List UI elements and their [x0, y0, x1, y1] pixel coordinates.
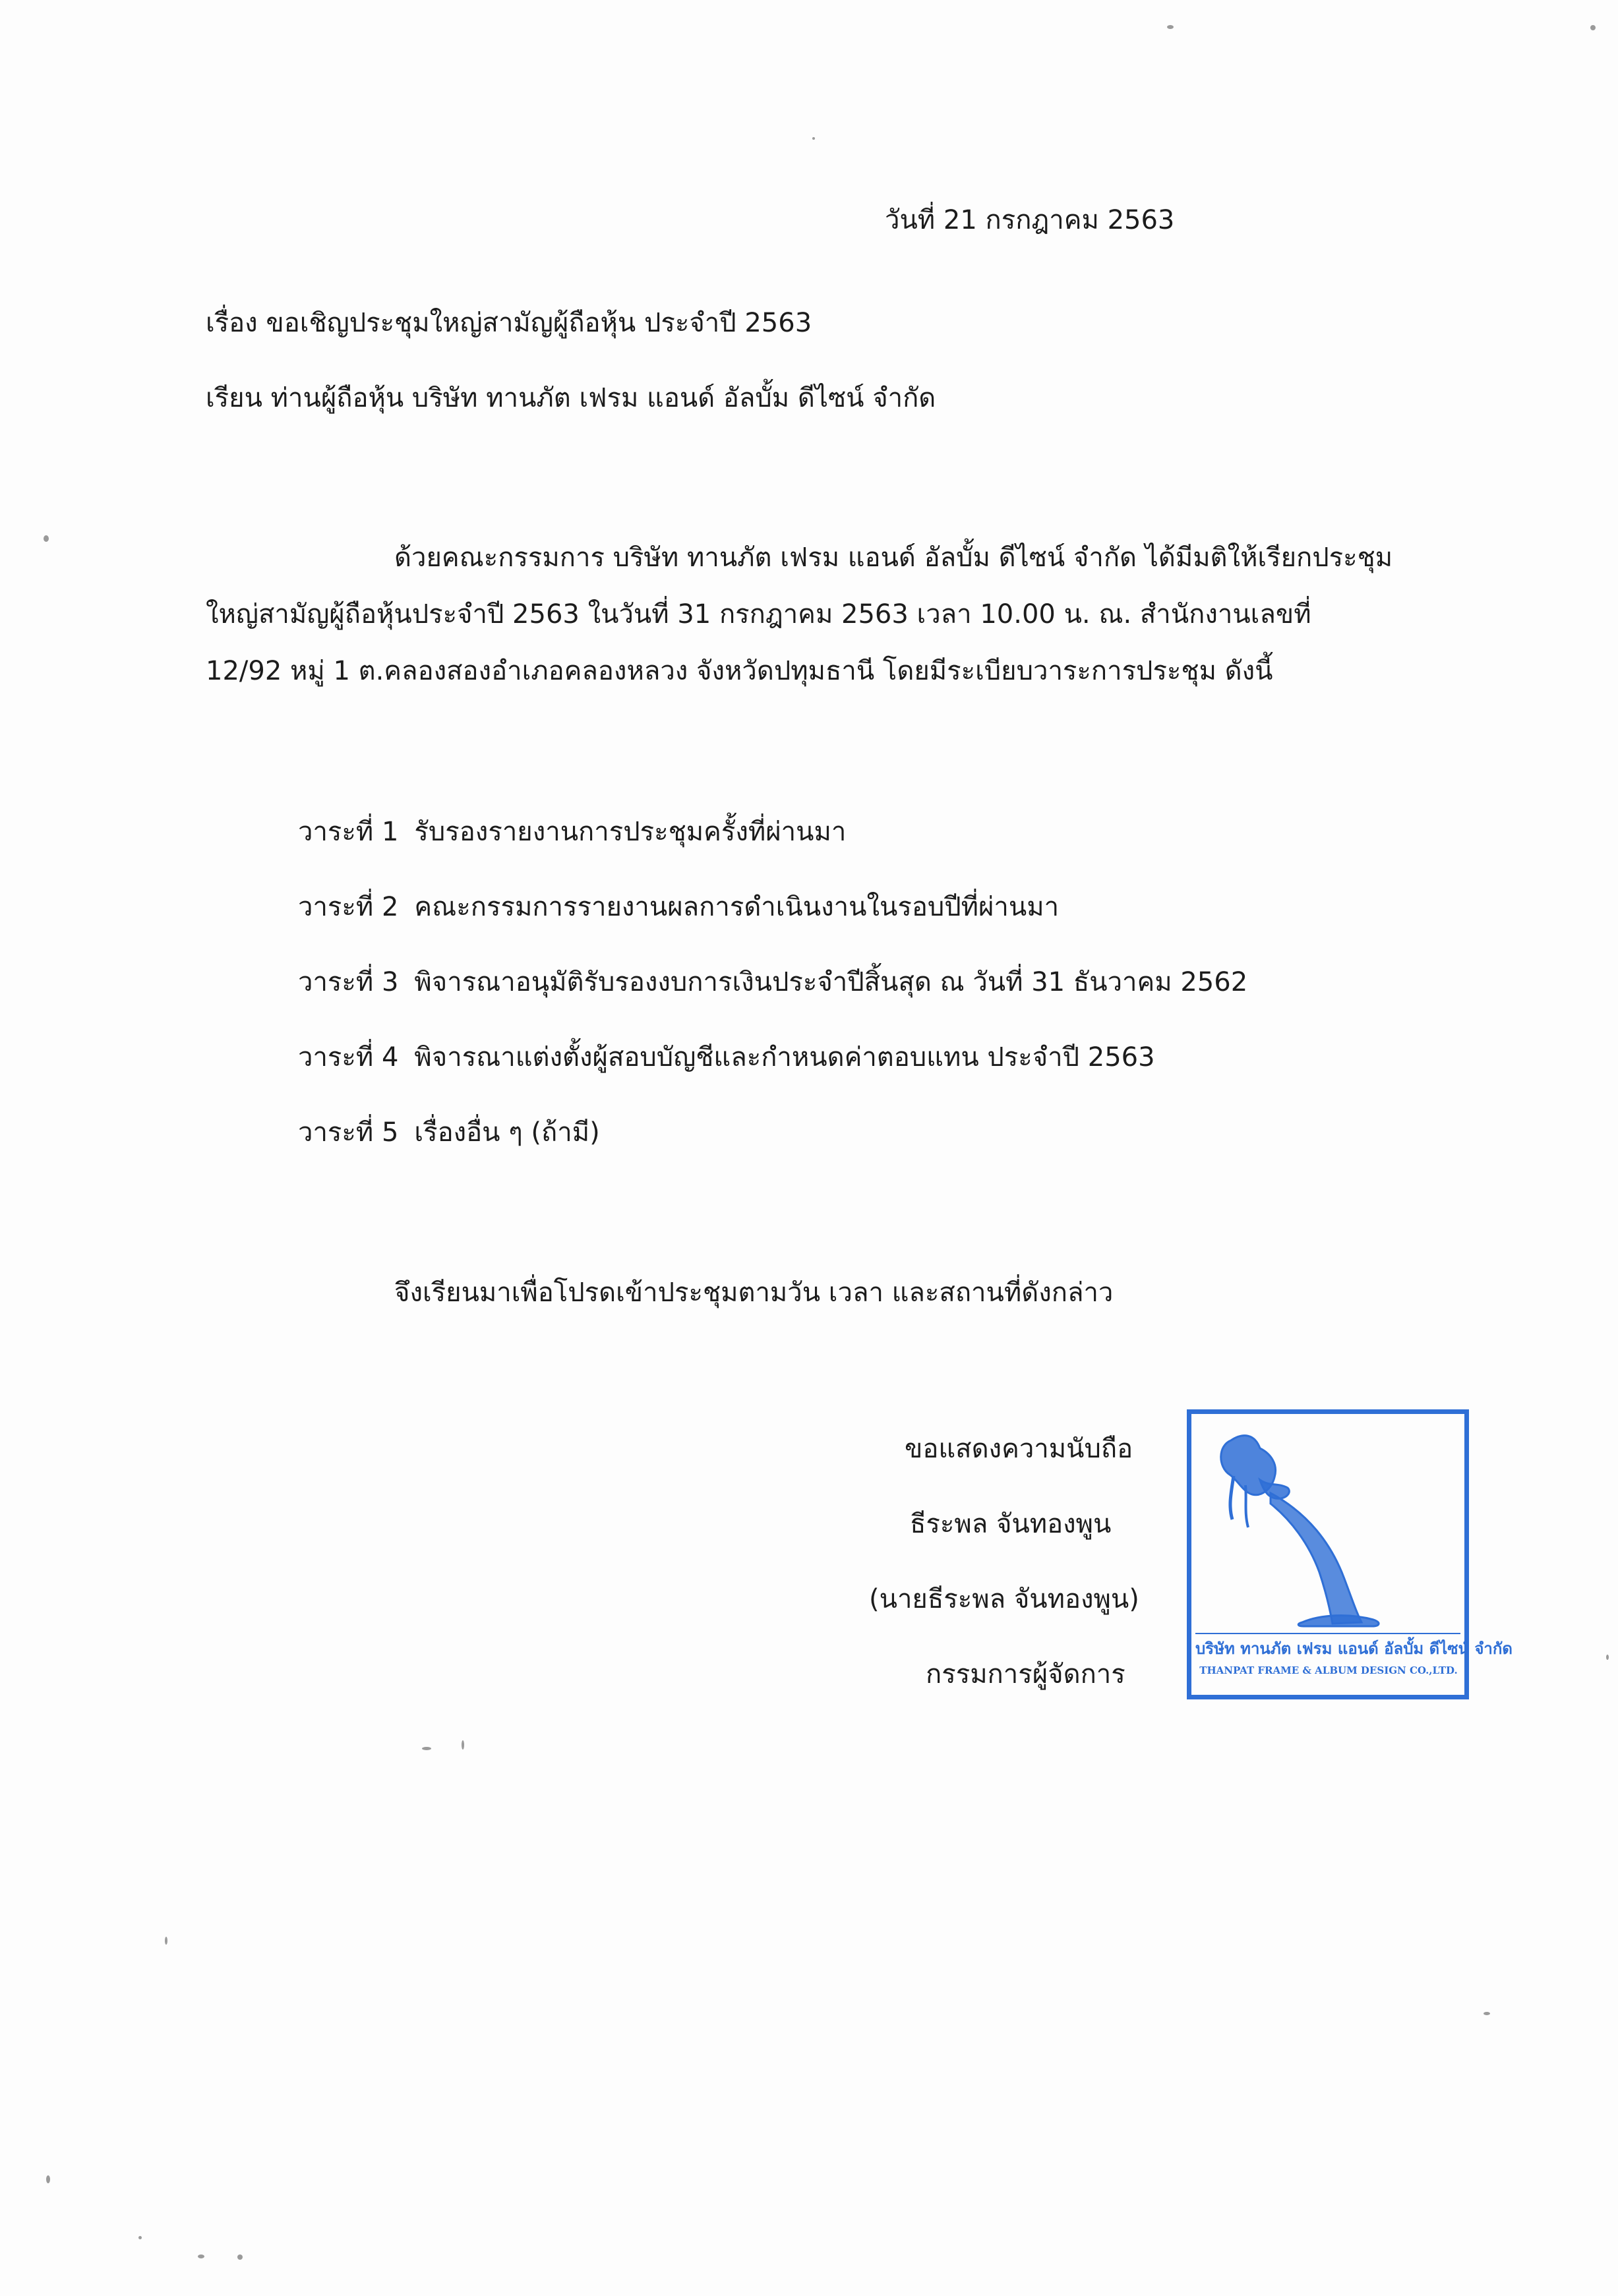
agenda-item: [298, 1040, 1155, 1074]
agenda-text: พิจารณาอนุมัติรับรองงบการเงินประจำปีสิ้นสุด ณ วันที่ 31 ธันวาคม 2562: [414, 967, 1248, 997]
letter-subject: เรื่อง ขอเชิญประชุมใหญ่สามัญผู้ถือหุ้น ประจำปี 2563: [206, 308, 812, 338]
scan-speck: [198, 2254, 204, 2258]
scan-speck: [44, 535, 49, 542]
scan-speck: [1590, 25, 1596, 30]
letter-recipient: เรียน ท่านผู้ถือหุ้น บริษัท ทานภัต เฟรม แอนด์ อัลบั้ม ดีไซน์ จำกัด: [206, 383, 936, 413]
scan-speck: [165, 1937, 167, 1945]
agenda-number: วาระที่ 4: [298, 1042, 399, 1073]
agenda-number: วาระที่ 5: [298, 1117, 399, 1148]
stamp-english-text: THANPAT FRAME & ALBUM DESIGN CO.,LTD.: [1199, 1664, 1458, 1676]
scan-speck: [462, 1740, 464, 1750]
scan-speck: [1167, 25, 1174, 29]
agenda-number: วาระที่ 3: [298, 967, 399, 997]
letter-date: วันที่ 21 กรกฎาคม 2563: [885, 205, 1175, 235]
agenda-item: [298, 815, 846, 849]
body-line: ด้วยคณะกรรมการ บริษัท ทานภัต เฟรม แอนด์ อัลบั้ม ดีไซน์ จำกัด ได้มีมติให้เรียกประชุม: [394, 543, 1393, 573]
scan-speck: [1606, 1655, 1609, 1660]
agenda-item: [298, 965, 1247, 999]
company-stamp: [1187, 1409, 1513, 1699]
scan-speck: [237, 2254, 243, 2260]
body-line: 12/92 หมู่ 1 ต.คลองสองอำเภอคลองหลวง จังหวัดปทุมธานี โดยมีระเบียบวาระการประชุม ดังนี้: [206, 656, 1273, 686]
scan-speck: [1483, 2012, 1490, 2015]
signature-position: กรรมการผู้จัดการ: [926, 1659, 1125, 1690]
scan-speck: [422, 1747, 431, 1750]
agenda-item: [298, 890, 1059, 924]
agenda-text: คณะกรรมการรายงานผลการดำเนินงานในรอบปีที่ผ่านมา: [414, 892, 1060, 922]
scan-speck: [138, 2236, 142, 2239]
agenda-text: พิจารณาแต่งตั้งผู้สอบบัญชีและกำหนดค่าตอบแทน ประจำปี 2563: [414, 1042, 1155, 1073]
agenda-text: เรื่องอื่น ๆ (ถ้ามี): [414, 1117, 600, 1148]
body-line: ใหญ่สามัญผู้ถือหุ้นประจำปี 2563 ในวันที่ 31 กรกฎาคม 2563 เวลา 10.00 น. ณ. สำนักงานเลขที่: [206, 599, 1311, 630]
scan-speck: [812, 137, 815, 140]
scan-speck: [46, 2175, 50, 2183]
stamp-thai-text: บริษัท ทานภัต เฟรม แอนด์ อัลบั้ม ดีไซน์ จำกัด: [1195, 1639, 1513, 1658]
agenda-item: [298, 1115, 600, 1150]
signature-regards: ขอแสดงความนับถือ: [905, 1434, 1133, 1464]
closing-sentence: จึงเรียนมาเพื่อโปรดเข้าประชุมตามวัน เวลา และสถานที่ดังกล่าว: [394, 1278, 1114, 1308]
signature-full-name: (นายธีระพล จันทองพูน): [869, 1584, 1139, 1614]
agenda-text: รับรองรายงานการประชุมครั้งที่ผ่านมา: [414, 817, 847, 847]
agenda-number: วาระที่ 1: [298, 817, 399, 847]
signature-name: ธีระพล จันทองพูน: [910, 1509, 1112, 1539]
agenda-number: วาระที่ 2: [298, 892, 399, 922]
